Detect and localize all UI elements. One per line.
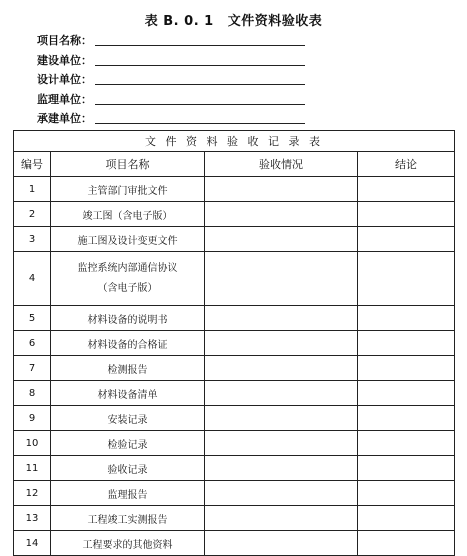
table-row [14, 381, 455, 406]
table-row [14, 506, 455, 531]
acceptance-cell [205, 481, 358, 506]
table-row [14, 406, 455, 431]
fill-line [95, 103, 305, 105]
header-acceptance: 验收情况 [205, 152, 358, 177]
field-supervision-unit [37, 88, 337, 107]
conclusion-cell [358, 306, 455, 331]
table-row [14, 202, 455, 227]
row-number: 9 [14, 406, 51, 431]
acceptance-cell [205, 227, 358, 252]
table-row [14, 177, 455, 202]
acceptance-cell [205, 202, 358, 227]
table-row [14, 456, 455, 481]
fill-line [95, 122, 305, 124]
row-number: 5 [14, 306, 51, 331]
field-label: 建设单位： [37, 53, 92, 67]
acceptance-cell [205, 406, 358, 431]
row-item-name: 工程要求的其他资料 [51, 531, 205, 556]
conclusion-cell [358, 481, 455, 506]
info-fields [37, 30, 337, 127]
acceptance-cell [205, 252, 358, 306]
conclusion-cell [358, 506, 455, 531]
table-row [14, 227, 455, 252]
conclusion-cell [358, 331, 455, 356]
acceptance-cell [205, 356, 358, 381]
title-text: 文件资料验收表 [227, 14, 323, 29]
row-number: 13 [14, 506, 51, 531]
row-number: 10 [14, 431, 51, 456]
conclusion-cell [358, 456, 455, 481]
table-caption: 文 件 资 料 验 收 记 录 表 [14, 131, 455, 152]
row-item-name: 安装记录 [51, 406, 205, 431]
conclusion-cell [358, 381, 455, 406]
table-row [14, 431, 455, 456]
header-conclusion: 结论 [358, 152, 455, 177]
row-item-name-line2: （含电子版） [97, 282, 158, 294]
field-label: 承建单位： [37, 111, 92, 125]
conclusion-cell [358, 177, 455, 202]
field-label: 设计单位： [37, 73, 92, 87]
header-no: 编号 [14, 152, 51, 177]
table-number: 表 B. 0. 1 [144, 14, 214, 29]
record-table [13, 130, 455, 556]
field-design-unit [37, 69, 337, 88]
conclusion-cell [358, 252, 455, 306]
row-item-name: 检测报告 [51, 356, 205, 381]
row-item-name: 材料设备清单 [51, 381, 205, 406]
row-number: 2 [14, 202, 51, 227]
table-row [14, 481, 455, 506]
row-item-name: 主管部门审批文件 [51, 177, 205, 202]
conclusion-cell [358, 227, 455, 252]
row-number: 7 [14, 356, 51, 381]
row-item-name: 材料设备的合格证 [51, 331, 205, 356]
row-number: 11 [14, 456, 51, 481]
row-number: 1 [14, 177, 51, 202]
acceptance-cell [205, 306, 358, 331]
field-label: 监理单位： [37, 92, 92, 106]
row-item-name: 检验记录 [51, 431, 205, 456]
acceptance-cell [205, 506, 358, 531]
acceptance-cell [205, 381, 358, 406]
document-title [0, 10, 467, 29]
conclusion-cell [358, 406, 455, 431]
row-number: 6 [14, 331, 51, 356]
field-label: 项目名称： [37, 34, 92, 48]
conclusion-cell [358, 356, 455, 381]
row-item-name [51, 252, 205, 306]
conclusion-cell [358, 531, 455, 556]
row-number: 14 [14, 531, 51, 556]
row-item-name: 材料设备的说明书 [51, 306, 205, 331]
table-row [14, 331, 455, 356]
row-item-name: 监理报告 [51, 481, 205, 506]
fill-line [95, 64, 305, 66]
table-row [14, 306, 455, 331]
row-item-name: 竣工图（含电子版） [51, 202, 205, 227]
row-number: 8 [14, 381, 51, 406]
acceptance-cell [205, 531, 358, 556]
row-number: 12 [14, 481, 51, 506]
fill-line [95, 83, 305, 85]
field-project-name [37, 30, 337, 49]
fill-line [95, 44, 305, 46]
row-item-name-line1: 监控系统内部通信协议 [77, 262, 178, 274]
field-contractor [37, 108, 337, 127]
row-number: 3 [14, 227, 51, 252]
table-row [14, 531, 455, 556]
conclusion-cell [358, 202, 455, 227]
acceptance-cell [205, 456, 358, 481]
table-row [14, 356, 455, 381]
conclusion-cell [358, 431, 455, 456]
row-item-name: 施工图及设计变更文件 [51, 227, 205, 252]
field-construction-unit [37, 49, 337, 68]
acceptance-cell [205, 431, 358, 456]
row-number: 4 [14, 252, 51, 306]
row-item-name: 工程竣工实测报告 [51, 506, 205, 531]
table-row [14, 252, 455, 306]
row-item-name: 验收记录 [51, 456, 205, 481]
header-item-name: 项目名称 [51, 152, 205, 177]
acceptance-cell [205, 331, 358, 356]
acceptance-cell [205, 177, 358, 202]
